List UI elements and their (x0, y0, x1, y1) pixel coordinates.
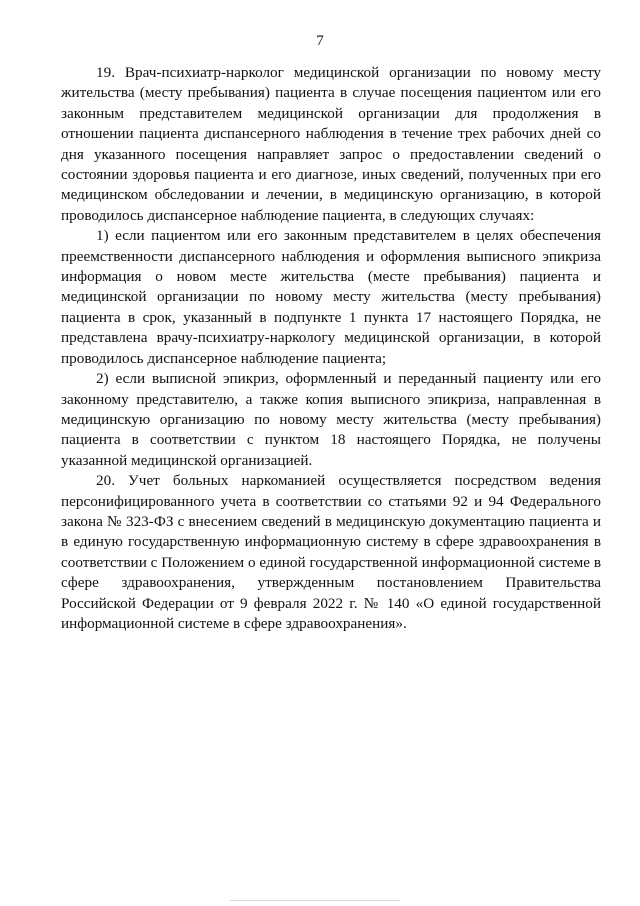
page-number: 7 (316, 33, 324, 49)
paragraph-20: 20. Учет больных наркоманией осуществляется посредством ведения персонифицированного учета в соответствии со статьями 92 и 94 Федерального закона № 323-ФЗ с внесением сведений в медицинскую документацию пациента и в единую государственную информационную систему в сфере здравоохранения в соответствии с Положением о единой государственной информационной системе в сфере здравоохранения, утвержденным постановлением Правительства Российской Федерации от 9 февраля 2022 г. № 140 «О единой государственной информационной системе в сфере здравоохранения». (61, 472, 601, 632)
document-body (61, 63, 601, 634)
subparagraph-1: 1) если пациентом или его законным представителем в целях обеспечения преемственности диспансерного наблюдения и оформления выписного эпикриза информация о новом месте жительства (месте пребывания) пациента и медицинской организации по новому месту жительства (месту пребывания) пациента в срок, указанный в подпункте 1 пункта 17 настоящего Порядка, не представлена врачу-психиатру-наркологу медицинской организации, в которой проводилось диспансерное наблюдение пациента; (61, 227, 601, 367)
subparagraph-2: 2) если выписной эпикриз, оформленный и переданный пациенту или его законному представителю, а также копия выписного эпикриза, направленная в медицинскую организацию по новому месту жительства (месту пребывания) пациента в соответствии с пунктом 18 настоящего Порядка, не получены указанной медицинской организацией. (61, 370, 601, 469)
paragraph-19: 19. Врач-психиатр-нарколог медицинской организации по новому месту жительства (месту пребывания) пациента в случае посещения пациентом или его законным представителем медицинской организации для продолжения в отношении пациента диспансерного наблюдения в течение трех рабочих дней со дня указанного посещения направляет запрос о предоставлении сведений о состоянии здоровья пациента и его диагнозе, иных сведений, полученных при его медицинском обследовании и лечении, в медицинскую организацию, в которой проводилось диспансерное наблюдение пациента, в следующих случаях: (61, 64, 601, 224)
scan-artifact-line (230, 900, 400, 901)
